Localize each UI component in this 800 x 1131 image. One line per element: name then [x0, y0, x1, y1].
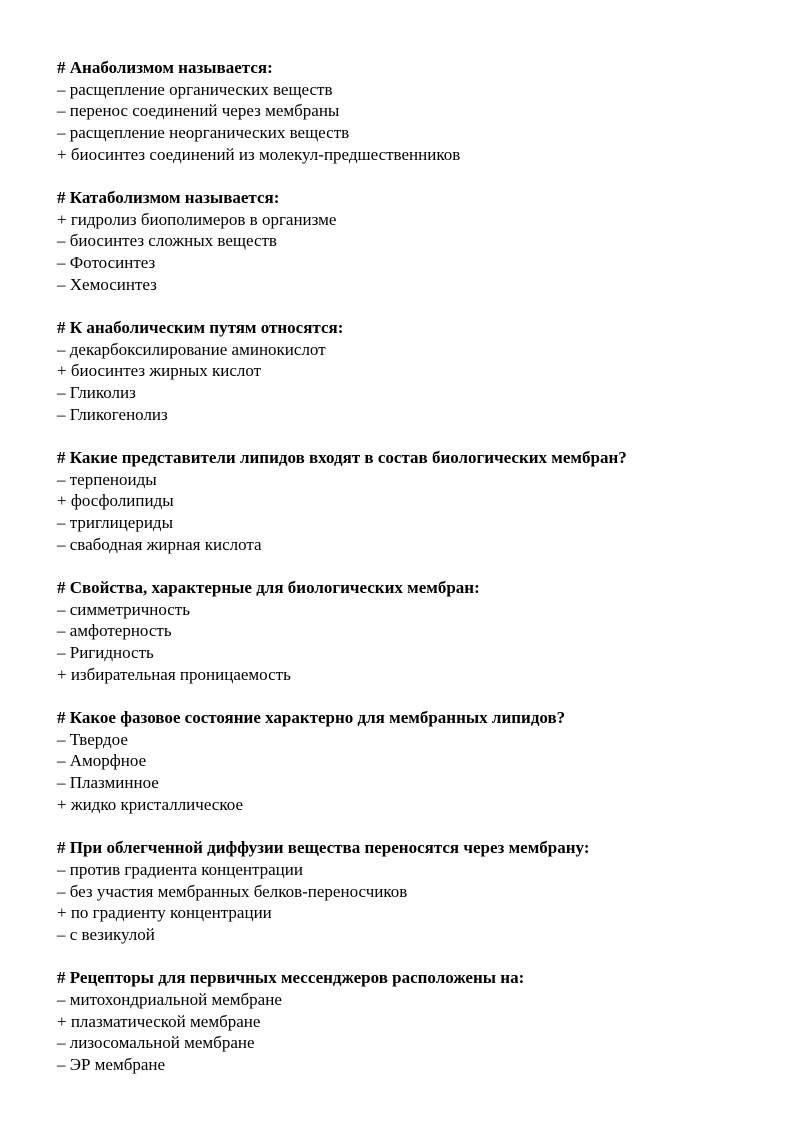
answer-option: + по градиенту концентрации — [57, 903, 272, 923]
question-title: # Катаболизмом называется: — [57, 188, 280, 208]
question-title: # К анаболическим путям относятся: — [57, 318, 344, 338]
answer-option: – биосинтез сложных веществ — [57, 231, 277, 251]
answer-option: – лизосомальной мембране — [57, 1033, 255, 1053]
question-title: # Анаболизмом называется: — [57, 58, 273, 77]
answer-option: – Аморфное — [57, 751, 147, 771]
answer-option: – Гликолиз — [57, 383, 136, 403]
question-block-7 — [57, 837, 757, 946]
answer-option: + фосфолипиды — [57, 491, 174, 511]
answer-option: – Твердое — [57, 729, 128, 749]
answer-option: + плазматической мембране — [57, 1011, 261, 1031]
answer-option: – Плазминное — [57, 773, 159, 793]
answer-option: – без участия мембранных белков-переносчиков — [57, 881, 408, 901]
question-block-5 — [57, 577, 757, 686]
answer-option: – терпеноиды — [57, 469, 157, 489]
question-title: # Рецепторы для первичных мессенджеров расположены на: — [57, 968, 525, 988]
question-block-6 — [57, 707, 757, 816]
answer-option: – Ригидность — [57, 643, 154, 663]
answer-option: + биосинтез жирных кислот — [57, 361, 262, 381]
answer-option: – ЭР мембране — [57, 1054, 166, 1074]
question-block-1 — [57, 57, 757, 166]
document-page — [57, 57, 757, 1097]
answer-option: – декарбоксилирование аминокислот — [57, 339, 326, 359]
answer-option: – против градиента концентрации — [57, 859, 303, 879]
question-title: # Какие представители липидов входят в состав биологических мембран? — [57, 448, 627, 468]
answer-option: + избирательная проницаемость — [57, 664, 291, 684]
answer-option: + жидко кристаллическое — [57, 794, 243, 814]
answer-option: – перенос соединений через мембраны — [57, 101, 340, 121]
question-block-4 — [57, 447, 757, 556]
question-block-3 — [57, 317, 757, 426]
answer-option: – триглицериды — [57, 513, 173, 533]
answer-option: – Фотосинтез — [57, 253, 156, 273]
answer-option: – свабодная жирная кислота — [57, 534, 262, 554]
question-title: # Какое фазовое состояние характерно для мембранных липидов? — [57, 708, 566, 728]
answer-option: – расщепление органических веществ — [57, 79, 333, 99]
answer-option: – Гликогенолиз — [57, 404, 168, 424]
question-block-8 — [57, 967, 757, 1076]
answer-option: + гидролиз биополимеров в организме — [57, 209, 337, 229]
answer-option: + биосинтез соединений из молекул-предшественников — [57, 144, 461, 164]
question-block-2 — [57, 187, 757, 296]
answer-option: – с везикулой — [57, 924, 155, 944]
answer-option: – митохондриальной мембране — [57, 989, 282, 1009]
answer-option: – симметричность — [57, 599, 190, 619]
question-title: # При облегченной диффузии вещества переносятся через мембрану: — [57, 838, 590, 858]
answer-option: – расщепление неорганических веществ — [57, 123, 350, 143]
answer-option: – Хемосинтез — [57, 274, 157, 294]
question-title: # Свойства, характерные для биологических мембран: — [57, 578, 480, 598]
answer-option: – амфотерность — [57, 621, 172, 641]
